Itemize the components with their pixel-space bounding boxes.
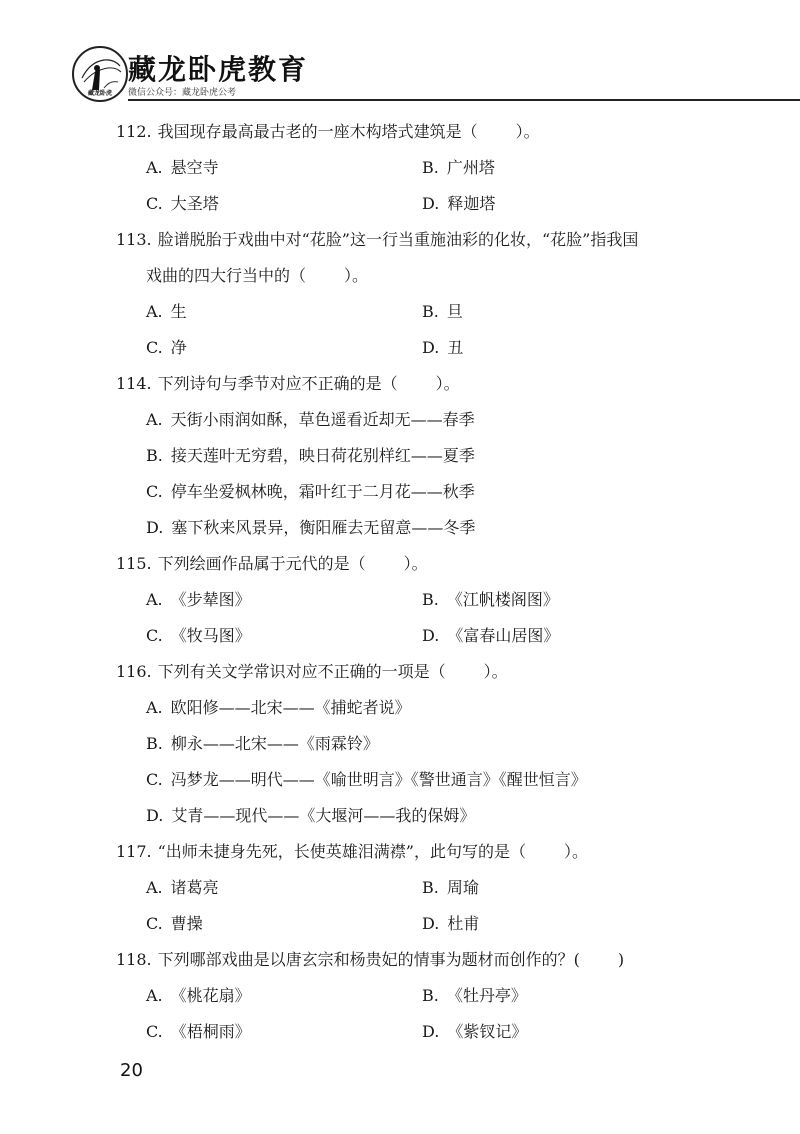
question-number: 113. [116, 230, 152, 249]
option-d: D. 丑 [422, 338, 464, 357]
question-116 [116, 654, 736, 690]
option-d: D. 《紫钗记》 [422, 1022, 528, 1041]
brand-logo [72, 46, 128, 102]
option-d: D. 艾青——现代——《大堰河——我的保姆》 [146, 806, 476, 825]
option-a: A. 天街小雨润如酥，草色遥看近却无——春季 [146, 410, 475, 429]
question-number: 114. [116, 374, 152, 393]
option-d: D. 杜甫 [422, 914, 480, 933]
question-text-end: ）。 [403, 554, 428, 573]
question-number: 115. [116, 554, 152, 573]
question-112 [116, 114, 736, 150]
brand-subtitle: 微信公众号：藏龙卧虎公考 [128, 88, 236, 96]
question-text: 下列绘画作品属于元代的是（ [157, 554, 366, 573]
question-text-end: ）。 [564, 842, 589, 861]
option-c: C. 曹操 [146, 914, 203, 933]
option-b: B. 广州塔 [422, 158, 495, 177]
option-c: C. 净 [146, 338, 187, 357]
question-number: 112. [116, 122, 152, 141]
option-c: C. 冯梦龙——明代——《喻世明言》《警世通言》《醒世恒言》 [146, 770, 587, 789]
option-c: C. 《梧桐雨》 [146, 1022, 251, 1041]
question-text-continued: 戏曲的四大行当中的（ ）。 [146, 266, 369, 285]
question-text-end: ) [617, 950, 625, 969]
option-b: B. 接天莲叶无穷碧，映日荷花别样红——夏季 [146, 446, 475, 465]
option-b: B. 旦 [422, 302, 463, 321]
question-115 [116, 546, 736, 582]
question-text-end: ）。 [435, 374, 460, 393]
option-c: C. 《牧马图》 [146, 626, 251, 645]
page-header [0, 0, 800, 110]
question-number: 116. [116, 662, 152, 681]
logo-text: 藏龙卧虎 [87, 90, 112, 97]
question-number: 118. [116, 950, 152, 969]
question-text: “出师未捷身先死，长使英雄泪满襟”，此句写的是（ [157, 842, 526, 861]
option-a: A. 欧阳修——北宋——《捕蛇者说》 [146, 698, 411, 717]
option-b: B. 《江帆楼阁图》 [422, 590, 559, 609]
header-divider [128, 99, 800, 101]
question-text-end: ）。 [515, 122, 540, 141]
option-c: C. 大圣塔 [146, 194, 219, 213]
option-a: A. 生 [146, 302, 187, 321]
option-d: D. 释迦塔 [422, 194, 496, 213]
question-117 [116, 834, 736, 870]
question-text: 下列哪部戏曲是以唐玄宗和杨贵妃的情事为题材而创作的？( [157, 950, 580, 969]
option-d: D. 塞下秋来风景异，衡阳雁去无留意——冬季 [146, 518, 476, 537]
question-text: 脸谱脱胎于戏曲中对“花脸”这一行当重施油彩的化妆，“花脸”指我国 [157, 230, 639, 249]
question-118 [116, 942, 736, 978]
question-number: 117. [116, 842, 152, 861]
option-b: B. 《牡丹亭》 [422, 986, 527, 1005]
question-113 [116, 222, 736, 294]
option-a: A. 悬空寺 [146, 158, 219, 177]
option-b: B. 柳永——北宋——《雨霖铃》 [146, 734, 379, 753]
option-c: C. 停车坐爱枫林晚，霜叶红于二月花——秋季 [146, 482, 475, 501]
page-number: 20 [120, 1060, 143, 1081]
question-text-end: ）。 [483, 662, 508, 681]
brand-name: 藏龙卧虎教育 [128, 53, 309, 86]
option-d: D. 《富春山居图》 [422, 626, 560, 645]
option-b: B. 周瑜 [422, 878, 479, 897]
option-a: A. 《桃花扇》 [146, 986, 251, 1005]
question-114 [116, 366, 736, 402]
option-a: A. 《步辇图》 [146, 590, 251, 609]
option-a: A. 诸葛亮 [146, 878, 219, 897]
question-text: 下列诗句与季节对应不正确的是（ [157, 374, 398, 393]
question-text: 我国现存最高最古老的一座木构塔式建筑是（ [157, 122, 478, 141]
question-text: 下列有关文学常识对应不正确的一项是（ [157, 662, 446, 681]
